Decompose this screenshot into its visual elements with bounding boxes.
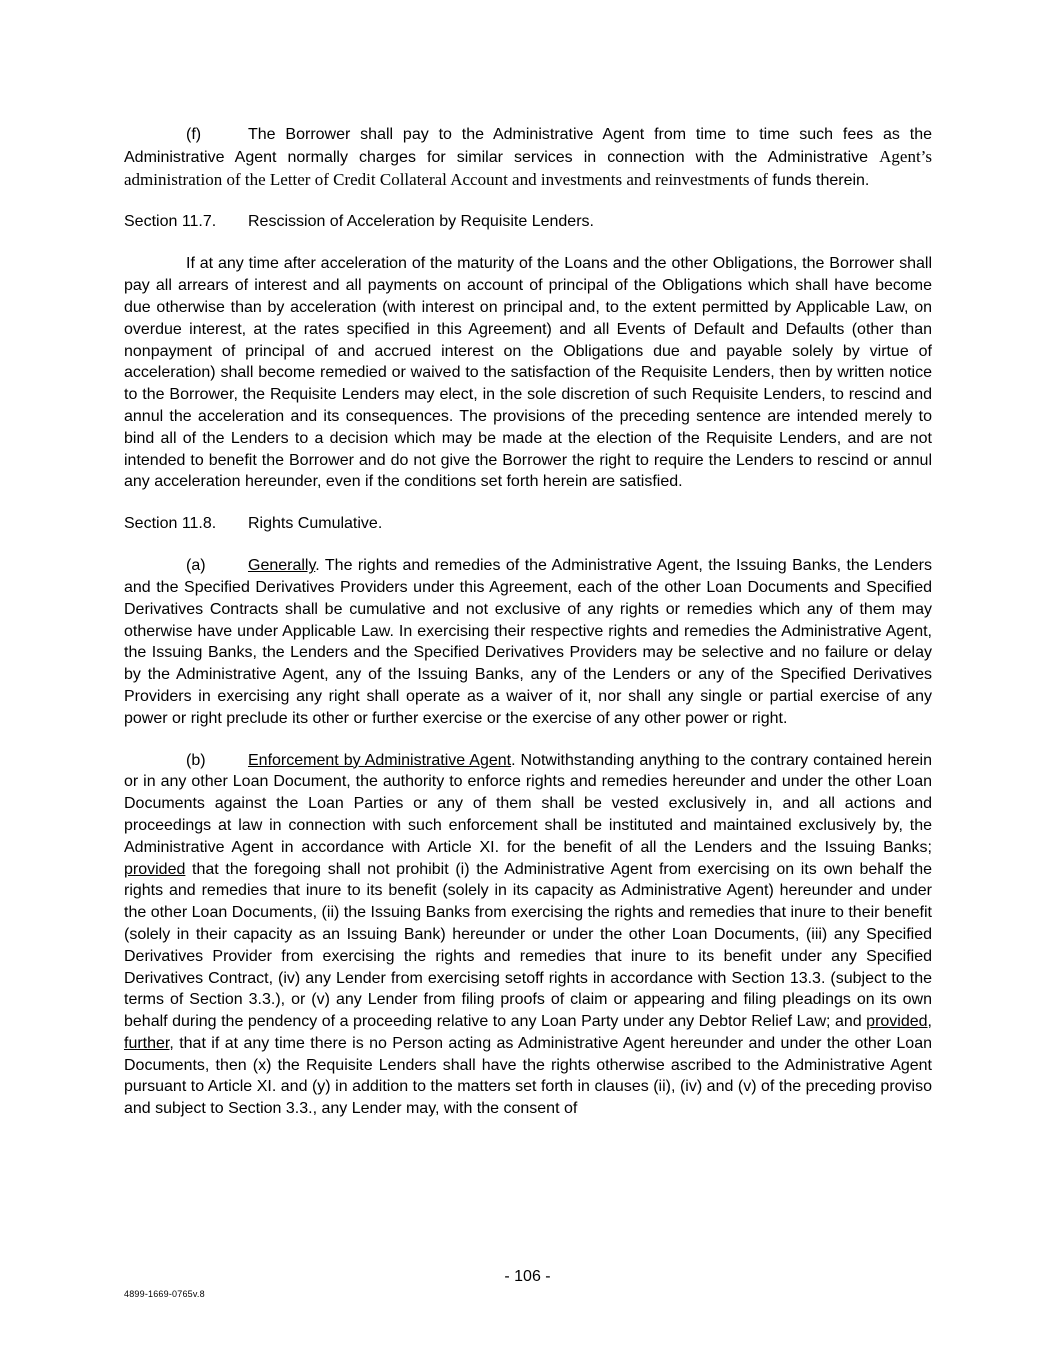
clause-heading-b: Enforcement by Administrative Agent [248, 751, 512, 769]
clause-label-f: (f) [186, 126, 202, 143]
section-number: Section 11.8. [124, 515, 217, 533]
section-11-7-body: If at any time after acceleration of the maturity of the Loans and the other Obligations, the Borrower shall pay all arrears of interest and all payments on account of principal of the Obligations which shall have become due otherwise than by acceleration (with interest on principal and, to the extent permitted by Applicable Law, on overdue interest, at the rates specified in this Agreement) and all Events of Default and Defaults (other than nonpayment of principal of and accrued interest on the Obligations due and payable solely by virtue of acceleration) shall become remedied or waived to the satisfaction of the Requisite Lenders, then by written notice to the Borrower, the Requisite Lenders may elect, in the sole discretion of such Requisite Lenders, to rescind and annul the acceleration and its consequences. The provisions of the preceding sentence are intended merely to bind all of the Lenders to a decision which may be made at the election of the Requisite Lenders, and are not intended to benefit the Borrower and do not give the Borrower the right to require the Lenders to rescind or annul any acceleration hereunder, even if the conditions set forth herein are satisfied. [124, 255, 932, 491]
section-title: Rescission of Acceleration by Requisite Lenders. [248, 213, 594, 231]
page-number: - 106 - [504, 1268, 551, 1285]
paragraph-b-text-2: that the foregoing shall not prohibit (i) the Administrative Agent from exercising on its own behalf the rights and remedies that inure to its benefit (solely in its capacity as Administrative Agent) hereunder and under the other Loan Documents, (ii) the Issuing Banks from exercising the rights and remedies that inure to their benefit (solely in their capacity as an Issuing Bank) hereunder or under the other Loan Documents, (iii) any Specified Derivatives Provider from exercising the rights and remedies that inure to its benefit under any Specified Derivatives Contract, (iv) any Lender from exercising setoff rights in accordance with Section 13.3. (subject to the terms of Section 3.3.), or (v) any Lender from filing proofs of claim or appearing and filing pleadings on its own behalf during the pendency of a proceeding relative to any Loan Party under any Debtor Relief Law; and [124, 860, 932, 1031]
paragraph-f-text-1: The Borrower shall pay to the Administrative Agent from time to time such fees as the Administrative Agent normally charges for similar services in connection with the Administrative [124, 126, 932, 166]
paragraph-b-text-3: , that if at any time there is no Person acting as Administrative Agent hereunder and under the other Loan Documents, then (x) the Requisite Lenders shall have the rights otherwise ascribed to the Administrative Agent pursuant to Article XI. and (y) in addition to the matters set forth in clauses (ii), (iv) and (v) of the preceding proviso and subject to Section 3.3., any Lender may, with the consent of [124, 1034, 932, 1118]
section-number: Section 11.7. [124, 213, 217, 231]
clause-label-a: (a) [186, 557, 206, 575]
section-11-8-heading [124, 513, 932, 535]
comma: , [927, 1013, 932, 1031]
paragraph-b-text-1: . Notwithstanding anything to the contrary contained herein or in any other Loan Document, the authority to enforce rights and remedies hereunder and under the other Loan Documents against the Loan Parties or any of them shall be vested exclusively in, and all actions and proceedings at law in connection with such enforcement shall be instituted and maintained exclusively by, the Administrative Agent in accordance with Article XI. for the benefit of all the Lenders and the Issuing Banks; [124, 751, 933, 856]
paragraph-a [124, 555, 932, 729]
paragraph-f-text-2: Agent’s administration of the Letter of Credit Collateral Account and investments and reinvestments of [124, 146, 933, 189]
paragraph-b [124, 750, 932, 1121]
clause-label-b: (b) [186, 751, 206, 769]
document-page [124, 124, 932, 1120]
paragraph-f [124, 124, 932, 191]
provided-term: provided [124, 860, 186, 878]
clause-heading-a: Generally [248, 557, 316, 575]
section-11-7-heading [124, 211, 932, 233]
section-title: Rights Cumulative. [248, 515, 383, 533]
provided-term: provided [866, 1013, 928, 1031]
further-term: further [124, 1034, 170, 1052]
paragraph-f-text-3: funds therein. [772, 171, 870, 189]
document-id: 4899-1669-0765v.8 [124, 1289, 205, 1299]
paragraph-a-text: . The rights and remedies of the Administrative Agent, the Issuing Banks, the Lenders and the Specified Derivatives Providers under this Agreement, each of the other Loan Documents and Specified Derivatives Contracts shall be cumulative and not exclusive of any rights or remedies which any of them may otherwise have under Applicable Law. In exercising their respective rights and remedies the Administrative Agent, the Issuing Banks, the Lenders and the Specified Derivatives Providers may be selective and no failure or delay by the Administrative Agent, any of the Issuing Banks, any of the Lenders or any of the Specified Derivatives Providers in exercising any right shall operate as a waiver of it, nor shall any single or partial exercise of any power or right preclude its other or further exercise or the exercise of any other power or right. [124, 557, 932, 727]
